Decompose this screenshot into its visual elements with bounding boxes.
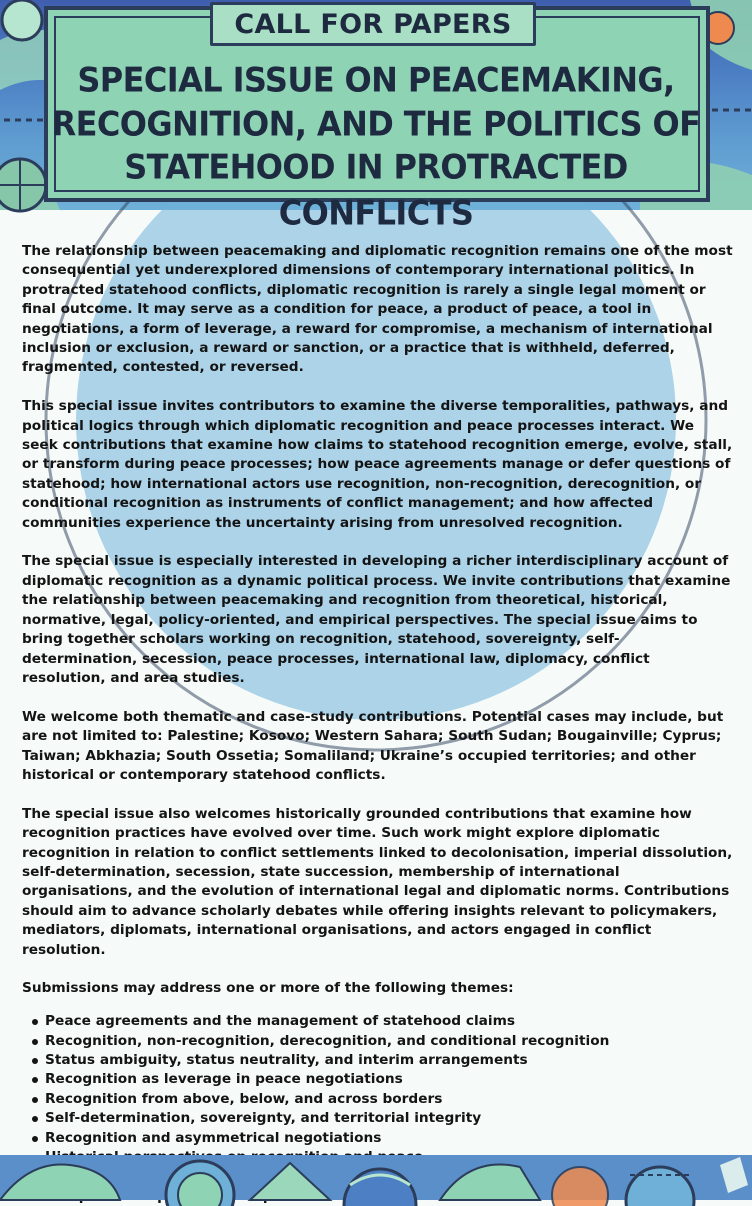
themes-intro: Submissions may address one or more of the following themes: (22, 980, 514, 997)
list-item: Recognition and asymmetrical negotiations (22, 1129, 734, 1148)
list-item: Status ambiguity, status neutrality, and interim arrangements (22, 1051, 734, 1070)
paragraph-historical: The special issue also welcomes historically grounded contributions that examine how recognition practices have evolved over time. Such work might explore diplomatic recognition in relation to conflict settlements linked to decolonisation, imperial dissolution, self-determination, secession, state succession, membership of international organisations, and the evolution of international legal and diplomatic norms. Contributions should aim to advance scholarly debates while offering insights relevant to policymakers, mediators, diplomats, international organisations, and actors engaged in conflict resolution. (22, 805, 733, 958)
call-body (22, 242, 734, 1206)
special-issue-headline (50, 58, 702, 234)
list-item: Self-determination, sovereignty, and territorial integrity (22, 1109, 734, 1128)
call-for-papers-tag: CALL FOR PAPERS (210, 2, 536, 46)
header-banner (0, 0, 752, 234)
paragraph-intro: The relationship between peacemaking and diplomatic recognition remains one of the most consequential yet underexplored dimensions of contemporary international politics. In protracted statehood conflicts, diplomatic recognition is rarely a single legal moment or final outcome. It may serve as a condition for peace, a product of peace, a tool in negotiations, a form of leverage, a reward for compromise, a mechanism of international inclusion or exclusion, a reward or sanction, or a practice that is withheld, deferred, fragmented, contested, or reversed. (22, 243, 733, 376)
list-item: Recognition, non-recognition, derecognition, and conditional recognition (22, 1032, 734, 1051)
footer-artwork (0, 1155, 752, 1200)
headline-line-2: RECOGNITION, AND THE POLITICS OF (51, 104, 701, 144)
list-item: Recognition from above, below, and across borders (22, 1090, 734, 1109)
paragraph-invitation: This special issue invites contributors to examine the diverse temporalities, pathways, and political logics through which diplomatic recognition and peace processes interact. We seek contributions that examine how claims to statehood recognition emerge, evolve, stall, or transform during peace processes; how peace agreements manage or defer questions of statehood; how international actors use recognition, non-recognition, derecognition, or conditional recognition as instruments of conflict management; and how affected communities experience the uncertainty arising from unresolved recognition. (22, 398, 733, 531)
list-item: Peace agreements and the management of statehood claims (22, 1012, 734, 1031)
headline-line-1: SPECIAL ISSUE ON PEACEMAKING, (77, 60, 675, 100)
left-emblem-icon (2, 0, 42, 40)
paragraph-interdisciplinary: The special issue is especially interested in developing a richer interdisciplinary account of diplomatic recognition as a dynamic political process. We invite contributions that examine the relationship between peacemaking and recognition from theoretical, historical, normative, legal, policy-oriented, and empirical perspectives. The special issue aims to bring together scholars working on recognition, statehood, sovereignty, self-determination, secession, peace processes, international law, diplomacy, conflict resolution, and area studies. (22, 553, 731, 686)
footer-banner (0, 1155, 752, 1200)
headline-line-3: STATEHOOD IN PROTRACTED CONFLICTS (124, 146, 628, 234)
list-item: Recognition as leverage in peace negotiations (22, 1070, 734, 1089)
paragraph-cases: We welcome both thematic and case-study contributions. Potential cases may include, but are not limited to: Palestine; Kosovo; Western Sahara; South Sudan; Bougainville; Cyprus; Taiwan; Abkhazia; South Ossetia; Somaliland; Ukraine’s occupied territories; and other historical or contemporary statehood conflicts. (22, 708, 724, 783)
